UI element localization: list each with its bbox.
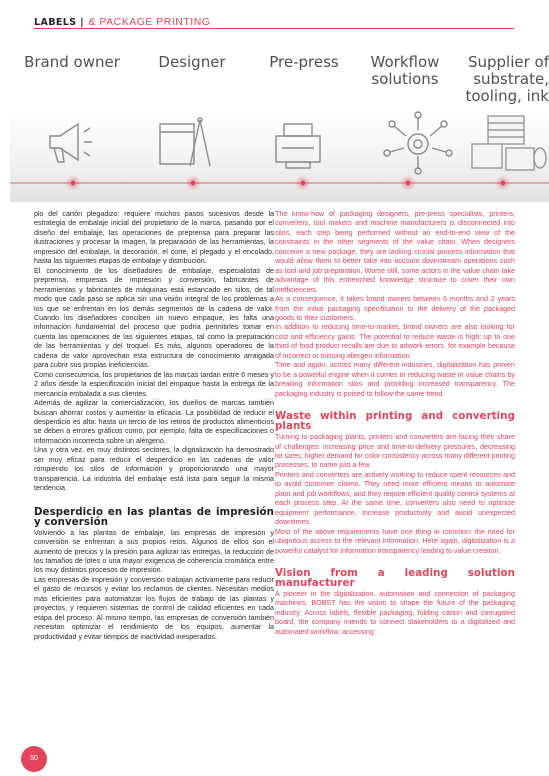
body-paragraph: plo del cartón plegadizo: requiere muchos pasos sucesivos desde la estrategia de embalaje inicial del propietario de la marca, pasando por el diseño del embalaje, las operaciones de preprensa para preparar las ilustraciones y procesar la imagen, la preparación de las herramientas, la impresión del embalaje, la decoración, el corte, el plegado y el encolado, hasta las siguientes etapas de embalaje y distribución. <box>34 210 274 266</box>
body-paragraph: Time and again, across many different industries, digitalization has proven to be a powerful engine when it comes to reducing waste in value chains by breaking information silos and providing increased transparency. The packaging industry is poised to follow the same trend. <box>275 361 515 398</box>
graphic-backdrop <box>10 114 549 202</box>
section-label: LABELS | <box>34 17 85 28</box>
stage-label-workflow: Workflow solutions <box>370 53 440 88</box>
spanish-column <box>34 210 274 642</box>
body-paragraph: As a consequence, it takes brand owners between 6 months and 2 years from the initial packaging specification to the delivery of the packaged goods to their customers. <box>275 295 515 322</box>
stage-label-supplier: Supplier of substrate, tooling, ink <box>465 53 549 105</box>
section-heading: Vision from a leading solution manufacturer <box>275 567 515 589</box>
body-paragraph: Una y otra vez, en muy distintos sectores, la digitalización ha demostrado ser muy eficaz para reducir el desperdicio en las cadenas de valor rompiendo los silos de información y proporcionando una mayor transparencia. La industria del embalaje está lista para seguir la misma tendencia. <box>34 446 274 493</box>
body-paragraph: In addition to reducing time-to-market, brand owners are also looking for cost and efficiency gains. The potential to reduce waste is high: up to one third of food product recalls are due to artwork errors, for example because of incorrect or missing allergen information. <box>275 323 515 360</box>
subsection-label: & PACKAGE PRINTING <box>88 16 211 28</box>
body-paragraph: A pioneer in the digitalization, automation and connection of packaging machines, BOBST has the vision to shape the future of the packaging industry. Across labels, flexible packaging, folding carton and corrugated board, the company intends to connect stakeholders to a digitalized and automated workflow, accessing <box>275 589 515 636</box>
body-paragraph: El conocimiento de los diseñadores de embalaje, especialistas de preprensa, empresas de impresión y conversión, fabricantes de herramientas y fabricantes de máquinas está estancado en silos, de tal modo que cada paso se aplica sin una visión integral de los problemas a los que se enfrentan en los demás segmentos de la cadena de valor. Cuando los diseñadores conciben un nuevo empaque, les falta una información fundamental del proceso que podría permitirles tomar en cuenta las operaciones de las siguientes etapas, tal como la preparación de las herramientas y del troquel. Es más, algunos operadores de la cadena de valor aprovechan esta estructura de conocimiento arraigada para cubrir sus propias ineficiencias. <box>34 266 274 370</box>
body-paragraph: The know-how of packaging designers, pre-press specialists, printers, converters, tool makers and machine manufacturers is disconnected into silos, each step being performed without an end-to-end view of the constraints in the other segments of the value chain. When designers conceive a new package, they are lacking crucial process information that would allow them to better take into account downstream operations such as tool and job preparation. Worse still, some actors in the value chain take advantage of this entrenched knowledge structure to cover their own inefficiencies. <box>275 210 515 294</box>
section-heading: Desperdicio en las plantas de impresión y conversión <box>34 506 274 528</box>
body-paragraph: Como consecuencia, los propietarios de las marcas tardan entre 6 meses y 2 años desde la especificación inicial del empaque hasta la entrega de la mercancía embalada a sus clientes. <box>34 370 274 398</box>
body-paragraph: Most of the above requirements have one thing in common: the need for ubiquitous access to the relevant information. Here again, digitalization is a powerful catalyst for information transparency leading to value creation. <box>275 527 515 555</box>
stage-label-designer: Designer <box>158 53 226 71</box>
english-column <box>275 210 515 637</box>
stage-label-pre-press: Pre-press <box>269 53 339 71</box>
body-paragraph: Turning to packaging plants, printers and converters are facing their share of challenges: increasing price and time-to-delivery pressures, decreasing lot sizes, higher demand for color consistency across many different printing processes, to name just a few. <box>275 433 515 470</box>
header-rule <box>34 28 514 29</box>
page-number: 50 <box>21 746 47 772</box>
value-chain-graphic <box>10 36 549 202</box>
stage-label-brand-owner: Brand owner <box>24 53 120 71</box>
body-paragraph: Además de agilizar la comercialización, los dueños de marcas también buscan ahorrar costos y aumentar la eficacia. La posibilidad de reducir el desperdicio es alta: hasta un tercio de los retiros de productos alimenticios se deben a errores gráficos como, por ejemplo, falta de especificaciones o información incorrecta sobre un alérgeno. <box>34 399 274 445</box>
body-paragraph: Las empresas de impresión y conversión trabajan activamente para reducir el gasto de recursos y evitar los reclamos de clientes. Necesitan medios más eficientes para automatizar los flujos de trabajo de las plantas y proyectos, y requieren sistemas de control de calidad eficientes en cada etapa del proceso. Al mismo tiempo, las empresas de conversión también necesitan optimizar el rendimiento de los equipos, aumentar la productividad y evitar tiempos de inactividad inesperados. <box>34 575 274 641</box>
section-heading: Waste within printing and converting plants <box>275 411 515 433</box>
body-paragraph: Volviendo a las plantas de embalaje, las empresas de impresión y conversión se enfrentan a sus propios retos. Algunos de ellos son el aumento de precios y la presión para agilizar las entregas, la reducción de los tamaños de lotes o una mayor exigencia de coherencia cromática entre los muy distintos procesos de impresión. <box>34 528 274 575</box>
body-paragraph: Printers and converters are actively working to reduce spent resources and to avoid customer claims. They need more efficient means to automate plant and job workflows, and they require efficient quality control systems at each process step. At the same time, converters also need to optimize equipment performance, increase productivity and avoid unexpected downtimes. <box>275 470 515 527</box>
running-header <box>34 12 514 32</box>
